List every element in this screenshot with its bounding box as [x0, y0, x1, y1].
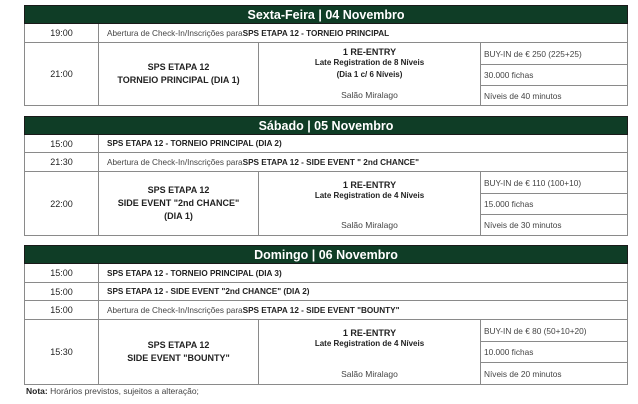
buyin-cell: BUY-IN de € 80 (50+10+20)	[481, 320, 627, 342]
event-name: SPS ETAPA 12 - TORNEIO PRINCIPAL	[242, 28, 390, 38]
event-name: SPS ETAPA 12 - SIDE EVENT "2nd CHANCE" (DIA 2)	[107, 287, 310, 296]
late-registration: Late Registration de 4 Níveis	[314, 191, 425, 200]
event-title-line2: SIDE EVENT "BOUNTY"	[127, 353, 230, 363]
time-cell: 15:30	[25, 320, 99, 384]
venue: Salão Miralago	[341, 90, 398, 100]
event-title-line3: (DIA 1)	[164, 211, 193, 221]
day-block-saturday	[24, 116, 628, 236]
event-name: SPS ETAPA 12 - TORNEIO PRINCIPAL (DIA 2)	[107, 139, 282, 148]
event-title-cell	[99, 43, 259, 105]
event-name: SPS ETAPA 12 - SIDE EVENT " 2nd CHANCE"	[242, 157, 420, 167]
reentry-label: 1 RE-ENTRY	[342, 180, 397, 190]
main-event-row	[24, 172, 628, 236]
buyin-cell: BUY-IN de € 250 (225+25)	[481, 43, 627, 65]
description-prefix: Abertura de Check-In/Inscrições para	[107, 305, 243, 315]
event-title-line2: TORNEIO PRINCIPAL (DIA 1)	[117, 75, 240, 85]
event-info-cells	[481, 320, 627, 384]
schedule-row	[24, 301, 628, 320]
description-cell	[99, 283, 627, 300]
event-details-cell	[259, 43, 481, 105]
time-cell: 15:00	[25, 283, 99, 300]
event-title-line1: SPS ETAPA 12	[147, 340, 210, 350]
time-cell: 22:00	[25, 172, 99, 235]
event-title-line1: SPS ETAPA 12	[147, 62, 210, 72]
venue: Salão Miralago	[341, 369, 398, 379]
time-cell: 15:00	[25, 301, 99, 319]
footnote-text: Horários previstos, sujeitos a alteração;	[47, 386, 199, 396]
time-cell: 15:00	[25, 135, 99, 152]
main-event-row	[24, 43, 628, 106]
venue: Salão Miralago	[341, 220, 398, 230]
schedule-row	[24, 264, 628, 283]
description-cell	[99, 135, 627, 152]
event-name: SPS ETAPA 12 - TORNEIO PRINCIPAL (DIA 3)	[107, 268, 282, 278]
day-header: Sexta-Feira | 04 Novembro	[24, 5, 628, 24]
levels-cell: Níveis de 40 minutos	[484, 90, 562, 101]
schedule-row	[24, 24, 628, 43]
footnote	[26, 386, 199, 396]
chips-cell: 15.000 fichas	[481, 194, 627, 215]
reentry-label: 1 RE-ENTRY	[342, 47, 397, 57]
main-event-row	[24, 320, 628, 385]
schedule-row	[24, 283, 628, 301]
schedule-row	[24, 135, 628, 153]
levels-cell: Níveis de 20 minutos	[484, 368, 562, 379]
event-details-cell	[259, 320, 481, 384]
levels-cell: Níveis de 30 minutos	[484, 220, 562, 230]
time-cell: 15:00	[25, 264, 99, 282]
schedule-row	[24, 153, 628, 172]
reentry-label: 1 RE-ENTRY	[342, 328, 397, 338]
chips-cell: 30.000 fichas	[481, 65, 627, 86]
time-cell: 19:00	[25, 24, 99, 42]
event-info-cells	[481, 172, 627, 235]
description-cell	[99, 24, 627, 42]
late-registration-note: (Dia 1 c/ 6 Níveis)	[336, 70, 403, 79]
event-title-line1: SPS ETAPA 12	[147, 185, 210, 195]
day-header: Sábado | 05 Novembro	[24, 116, 628, 135]
description-cell	[99, 153, 627, 171]
description-cell	[99, 264, 627, 282]
time-cell: 21:30	[25, 153, 99, 171]
footnote-label: Nota:	[26, 386, 48, 396]
chips-cell: 10.000 fichas	[481, 342, 627, 363]
day-block-friday	[24, 5, 628, 106]
event-name: SPS ETAPA 12 - SIDE EVENT "BOUNTY"	[242, 305, 400, 315]
day-header: Domingo | 06 Novembro	[24, 245, 628, 264]
day-block-sunday	[24, 245, 628, 385]
event-title-cell	[99, 320, 259, 384]
description-prefix: Abertura de Check-In/Inscrições para	[107, 157, 243, 167]
description-prefix: Abertura de Check-In/Inscrições para	[107, 28, 243, 38]
event-details-cell	[259, 172, 481, 235]
late-registration: Late Registration de 8 Níveis	[314, 58, 425, 67]
buyin-cell: BUY-IN de € 110 (100+10)	[481, 172, 627, 194]
event-title-line2: SIDE EVENT "2nd CHANCE"	[117, 198, 240, 208]
event-title-cell	[99, 172, 259, 235]
late-registration: Late Registration de 4 Níveis	[314, 339, 425, 348]
event-info-cells	[481, 43, 627, 105]
description-cell	[99, 301, 627, 319]
time-cell: 21:00	[25, 43, 99, 105]
